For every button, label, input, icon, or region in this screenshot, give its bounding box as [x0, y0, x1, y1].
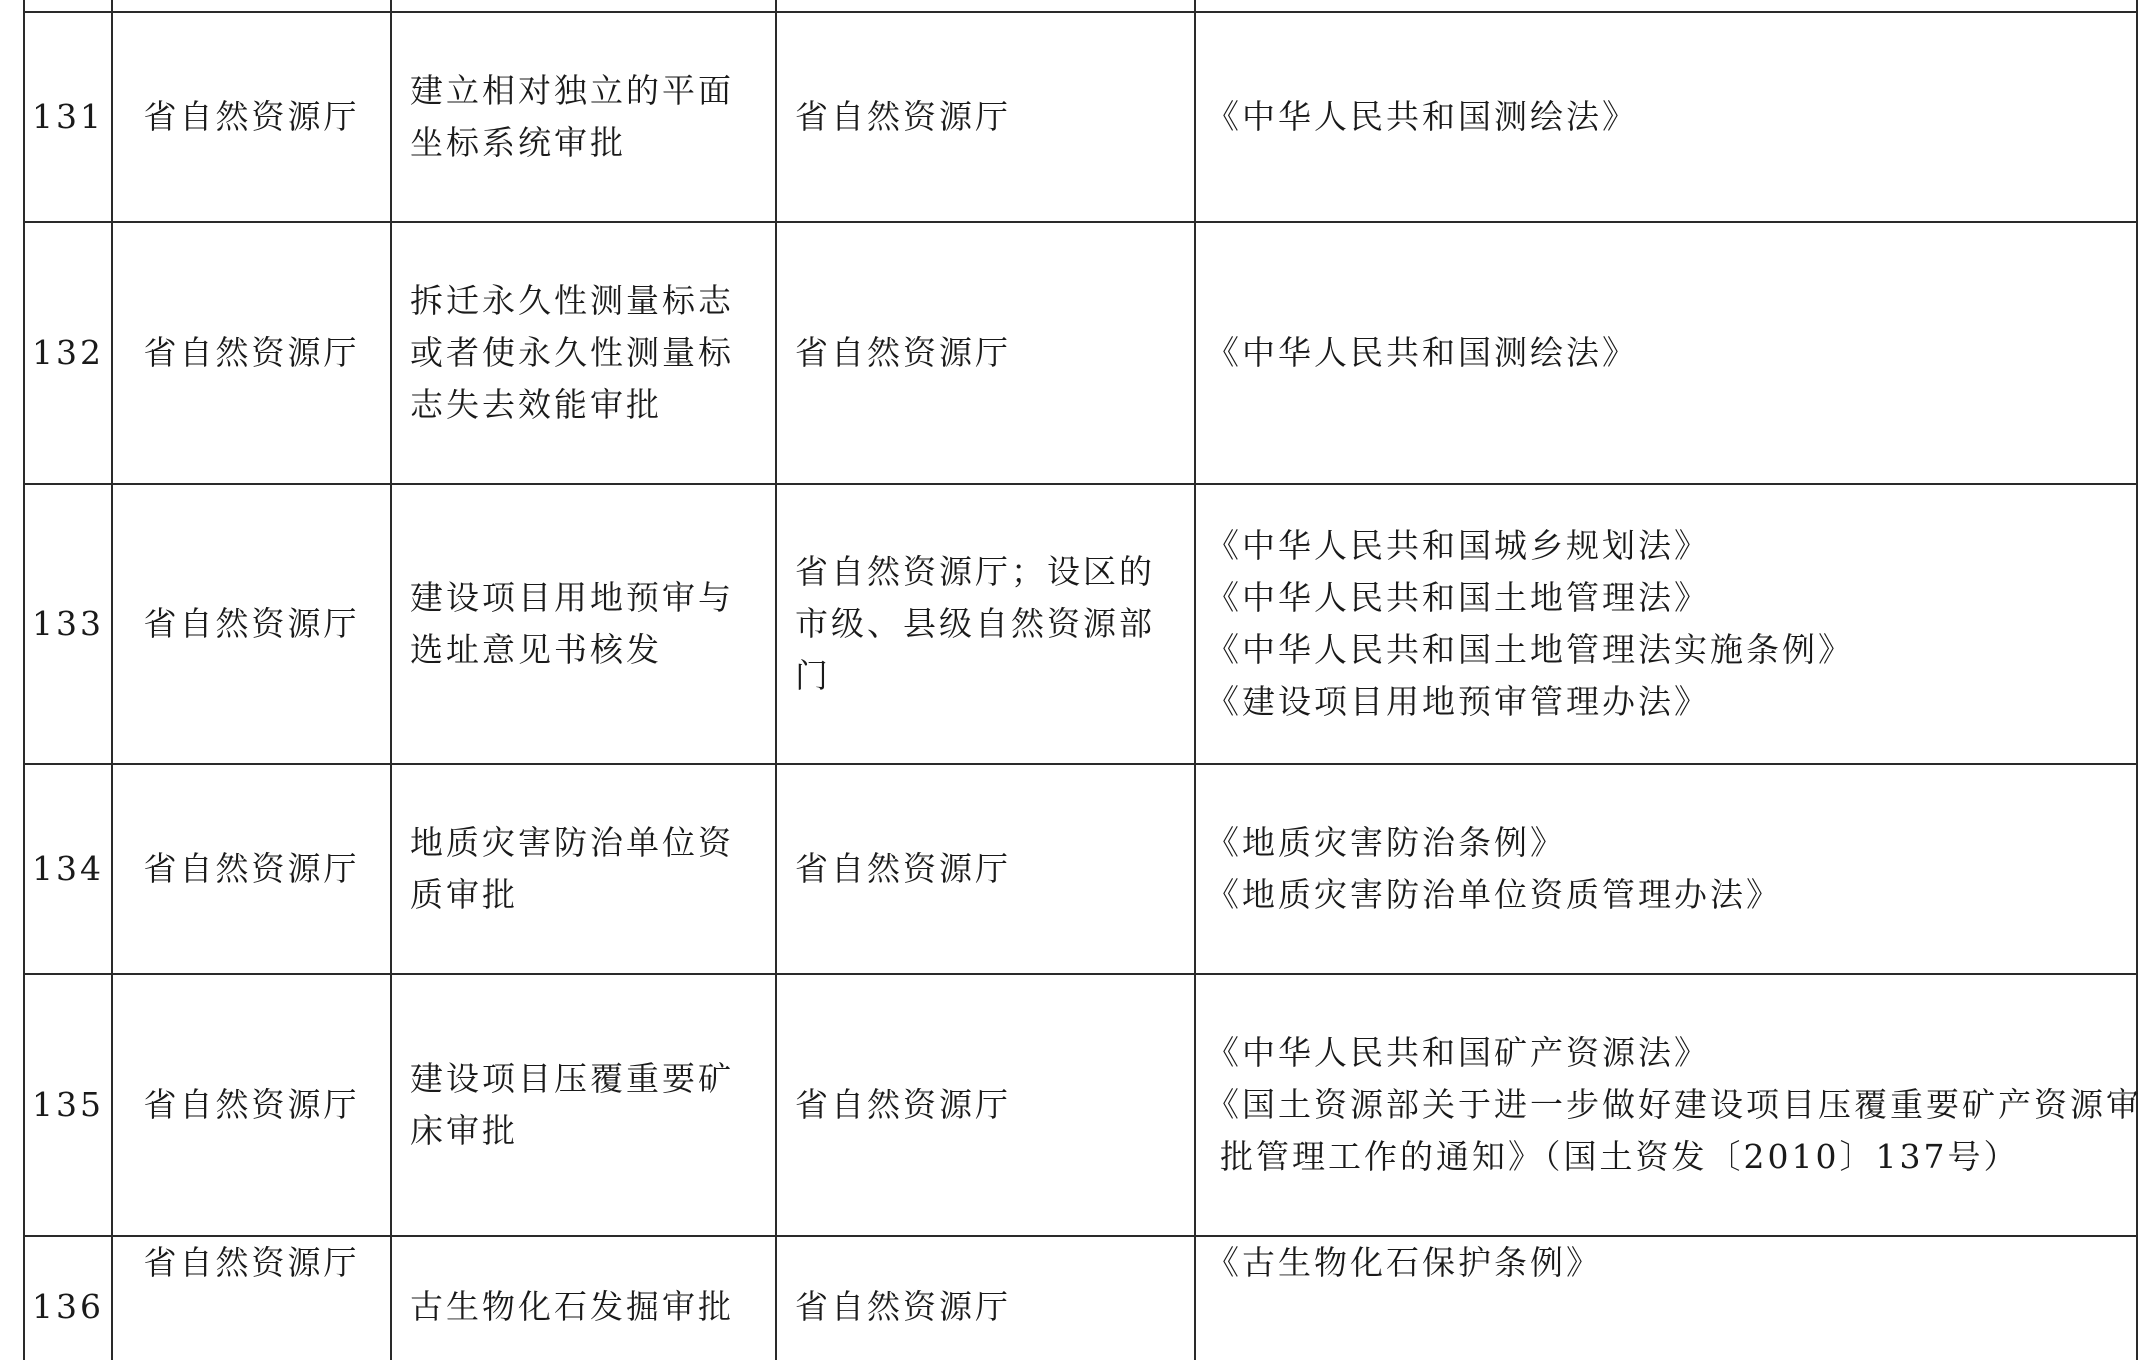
- legal-basis-cell: [1195, 484, 2137, 764]
- table-cell: [776, 0, 1195, 12]
- table-row-partial: [24, 0, 2137, 12]
- approval-item-cell: 建立相对独立的平面坐标系统审批: [391, 12, 776, 222]
- department-cell: 省自然资源厅: [112, 1236, 391, 1360]
- approval-item-cell: 建设项目压覆重要矿床审批: [391, 974, 776, 1236]
- row-number: 136: [24, 1236, 112, 1360]
- executing-agency-cell: 省自然资源厅: [776, 974, 1195, 1236]
- legal-basis-cell: [1195, 764, 2137, 974]
- row-number: 133: [24, 484, 112, 764]
- legal-basis-line: 《中华人民共和国土地管理法实施条例》: [1206, 630, 1854, 669]
- department-cell: 省自然资源厅: [112, 764, 391, 974]
- department-cell: 省自然资源厅: [112, 484, 391, 764]
- executing-agency-cell: 省自然资源厅: [776, 12, 1195, 222]
- legal-basis-line: 《中华人民共和国矿产资源法》: [1206, 1033, 1710, 1072]
- legal-basis-line: 《地质灾害防治单位资质管理办法》: [1206, 875, 1782, 914]
- legal-basis-line: 《地质灾害防治条例》: [1206, 823, 1566, 862]
- table-row: [24, 222, 2137, 484]
- legal-basis-line: 《古生物化石保护条例》: [1206, 1243, 1602, 1282]
- approval-item-cell: 古生物化石发掘审批: [391, 1236, 776, 1360]
- table-cell: [112, 0, 391, 12]
- row-number: 135: [24, 974, 112, 1236]
- table-row: [24, 12, 2137, 222]
- table-row: [24, 484, 2137, 764]
- legal-basis-line: 《中华人民共和国城乡规划法》: [1206, 526, 1710, 565]
- approval-item-cell: 建设项目用地预审与选址意见书核发: [391, 484, 776, 764]
- legal-basis-cell: [1195, 12, 2137, 222]
- department-cell: 省自然资源厅: [112, 974, 391, 1236]
- legal-basis-cell: [1195, 222, 2137, 484]
- department-cell: 省自然资源厅: [112, 12, 391, 222]
- row-number: 131: [24, 12, 112, 222]
- row-number: 132: [24, 222, 112, 484]
- legal-basis-line: 《国土资源部关于进一步做好建设项目压覆重要矿产资源审: [1206, 1085, 2142, 1124]
- table-row: [24, 974, 2137, 1236]
- legal-basis-line: 批管理工作的通知》（国土资发〔2010〕137号）: [1220, 1137, 2020, 1176]
- legal-basis-line: 《中华人民共和国测绘法》: [1206, 97, 1638, 136]
- approval-item-cell: 拆迁永久性测量标志或者使永久性测量标志失去效能审批: [391, 222, 776, 484]
- executing-agency-cell: 省自然资源厅；设区的市级、县级自然资源部门: [776, 484, 1195, 764]
- executing-agency-cell: 省自然资源厅: [776, 1236, 1195, 1360]
- department-cell: 省自然资源厅: [112, 222, 391, 484]
- row-number: 134: [24, 764, 112, 974]
- legal-basis-cell: [1195, 974, 2142, 1236]
- legal-basis-cell: [1195, 1236, 2137, 1360]
- approval-items-table: [23, 0, 2142, 1360]
- executing-agency-cell: 省自然资源厅: [776, 222, 1195, 484]
- table-cell: [1195, 0, 2137, 12]
- table-cell: [391, 0, 776, 12]
- legal-basis-line: 《中华人民共和国土地管理法》: [1206, 578, 1710, 617]
- executing-agency-cell: 省自然资源厅: [776, 764, 1195, 974]
- legal-basis-line: 《中华人民共和国测绘法》: [1206, 333, 1638, 372]
- legal-basis-line: 《建设项目用地预审管理办法》: [1206, 682, 1710, 721]
- table-cell: [24, 0, 112, 12]
- table-row: [24, 764, 2137, 974]
- approval-item-cell: 地质灾害防治单位资质审批: [391, 764, 776, 974]
- table-row: [24, 1236, 2137, 1360]
